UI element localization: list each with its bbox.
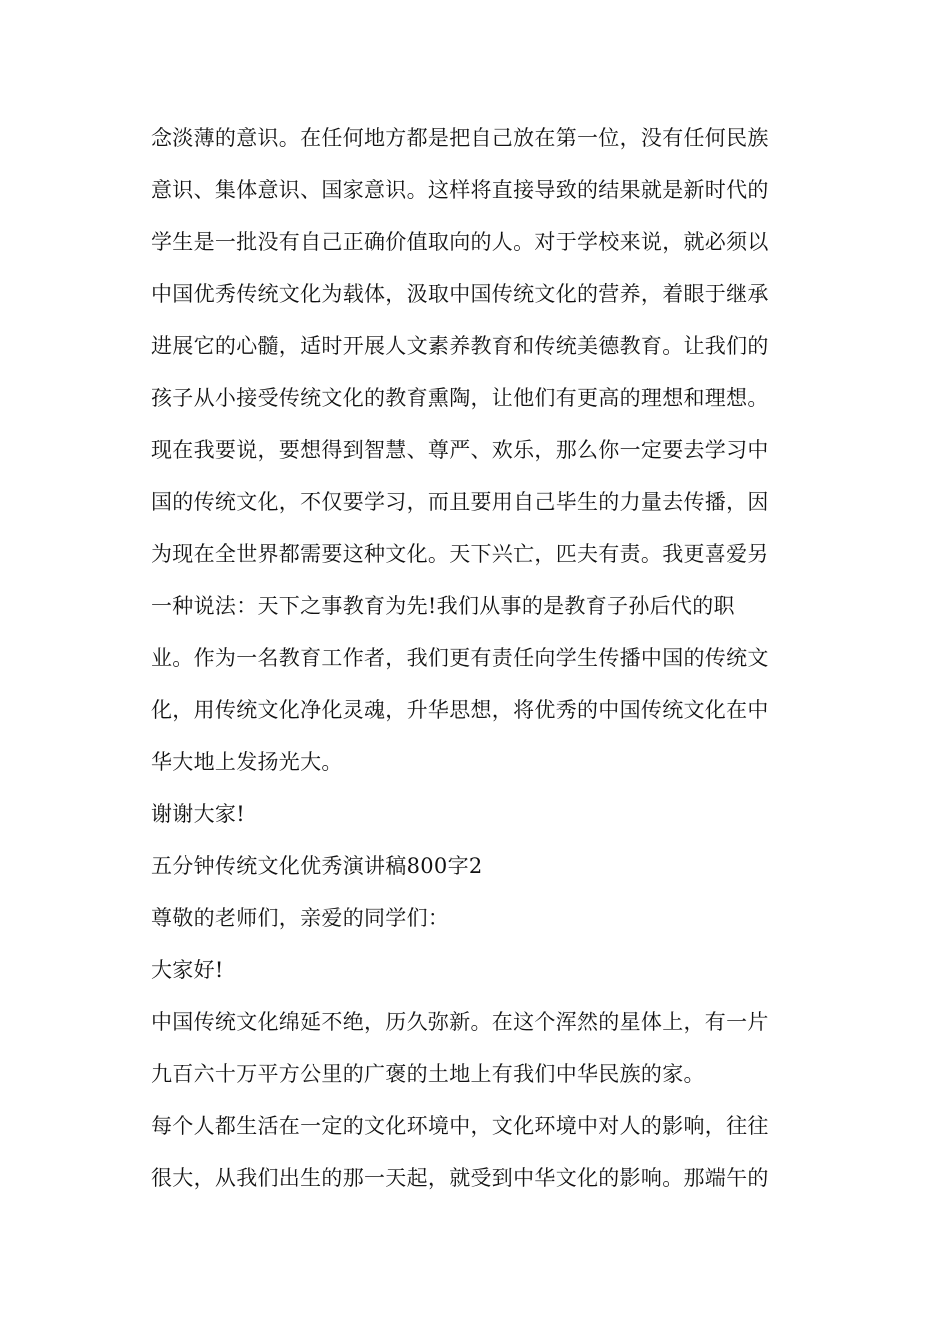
text-line: 为现在全世界都需要这种文化。天下兴亡，匹夫有责。我更喜爱另 [151,542,769,566]
section-title: 五分钟传统文化优秀演讲稿800字2 [151,854,483,878]
text-line: 每个人都生活在一定的文化环境中，文化环境中对人的影响，往往 [151,1114,769,1138]
greeting-line: 大家好! [151,958,224,982]
text-line: 学生是一批没有自己正确价值取向的人。对于学校来说，就必须以 [151,230,769,254]
salutation-line: 尊敬的老师们，亲爱的同学们： [151,906,450,930]
text-line: 中国优秀传统文化为载体，汲取中国传统文化的营养，着眼于继承 [151,282,769,306]
text-line: 中国传统文化绵延不绝，历久弥新。在这个浑然的星体上，有一片 [151,1010,769,1034]
text-line: 化，用传统文化净化灵魂，升华思想，将优秀的中国传统文化在中 [151,698,769,722]
text-line: 一种说法：天下之事教育为先!我们从事的是教育子孙后代的职 [151,594,735,618]
text-line: 意识、集体意识、国家意识。这样将直接导致的结果就是新时代的 [151,178,769,202]
text-line: 业。作为一名教育工作者，我们更有责任向学生传播中国的传统文 [151,646,769,670]
text-line: 很大，从我们出生的那一天起，就受到中华文化的影响。那端午的 [151,1166,769,1190]
text-line: 现在我要说，要想得到智慧、尊严、欢乐，那么你一定要去学习中 [151,438,769,462]
text-line: 进展它的心髓，适时开展人文素养教育和传统美德教育。让我们的 [151,334,769,358]
text-line: 孩子从小接受传统文化的教育熏陶，让他们有更高的理想和理想。 [151,386,769,410]
text-line: 九百六十万平方公里的广褒的土地上有我们中华民族的家。 [151,1062,705,1086]
text-line: 念淡薄的意识。在任何地方都是把自己放在第一位，没有任何民族 [151,126,769,150]
closing-line: 谢谢大家! [151,802,245,826]
text-line: 华大地上发扬光大。 [151,750,343,774]
text-line: 国的传统文化，不仅要学习，而且要用自己毕生的力量去传播，因 [151,490,769,514]
